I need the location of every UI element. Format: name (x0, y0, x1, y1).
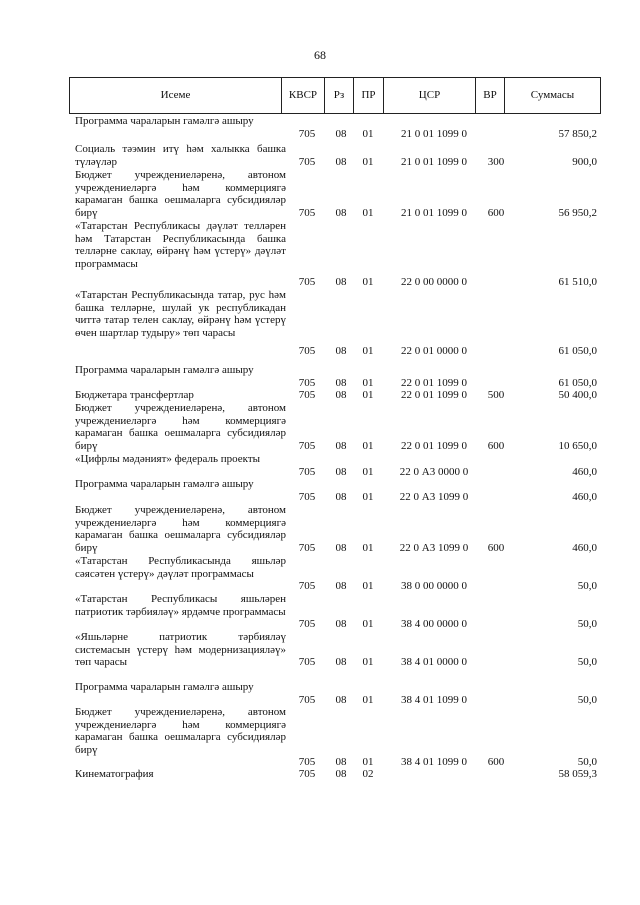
row-sum: 61 050,0 (558, 344, 597, 357)
row-rz: 08 (335, 388, 347, 401)
row-vr: 600 (487, 755, 505, 768)
row-csr: 22 0 01 1099 0 (401, 439, 467, 452)
row-rz: 08 (335, 376, 347, 389)
row-csr: 22 0 А3 1099 0 (399, 490, 469, 503)
row-csr: 21 0 01 1099 0 (401, 155, 467, 168)
row-name: Программа чараларын гамәлгә ашыру (75, 364, 254, 376)
row-kvsr: 705 (298, 344, 316, 357)
table-row (0, 389, 640, 401)
row-pr: 01 (362, 579, 374, 592)
row-vr: 600 (487, 541, 505, 554)
table-row (0, 220, 640, 288)
row-sum: 61 050,0 (558, 376, 597, 389)
table-row (0, 631, 640, 668)
row-sum: 57 850,2 (558, 127, 597, 140)
row-rz: 08 (335, 693, 347, 706)
row-sum: 460,0 (572, 465, 597, 478)
row-pr: 01 (362, 541, 374, 554)
table-row (0, 504, 640, 554)
row-name: «Татарстан Республикасы яшьләрен патриотик тәрбияләү» ярдәмче программасы (75, 593, 286, 618)
row-pr: 01 (362, 755, 374, 768)
row-vr: 600 (487, 206, 505, 219)
row-rz: 08 (335, 439, 347, 452)
row-rz: 08 (335, 767, 347, 780)
row-pr: 01 (362, 465, 374, 478)
row-name: «Татарстан Республикасында татар, рус һәм башка телләрне, шулай ук республикадан читтә татар телен саклау, өйрәнү һәм үстерү өчен шартлар тудыру» төп чарасы (75, 289, 286, 339)
row-name: Бюджет учреждениеләренә, автоном учреждениеләргә һәм коммерциягә карамаган башка оешмаларга субсидияләр бирү (75, 706, 286, 756)
row-kvsr: 705 (298, 693, 316, 706)
row-rz: 08 (335, 490, 347, 503)
row-pr: 01 (362, 617, 374, 630)
row-name: Бюджет учреждениеләренә, автоном учреждениеләргә һәм коммерциягә карамаган башка оешмаларга субсидияләр бирү (75, 402, 286, 452)
table-row (0, 143, 640, 168)
row-vr: 600 (487, 439, 505, 452)
row-csr: 38 4 01 1099 0 (401, 755, 467, 768)
row-pr: 01 (362, 127, 374, 140)
row-kvsr: 705 (298, 617, 316, 630)
table-row (0, 768, 640, 780)
row-csr: 22 0 А3 0000 0 (399, 465, 469, 478)
row-name: Кинематография (75, 768, 154, 780)
row-csr: 21 0 01 1099 0 (401, 127, 467, 140)
row-csr: 22 0 01 0000 0 (401, 344, 467, 357)
row-name: «Татарстан Республикасы дәүләт телләрен һәм Татарстан Республикасында башка телләрне саклау, өйрәнү һәм үстерү» дәүләт программасы (75, 220, 286, 270)
row-vr: 300 (487, 155, 505, 168)
row-rz: 08 (335, 275, 347, 288)
row-kvsr: 705 (298, 490, 316, 503)
row-csr: 38 4 00 0000 0 (401, 617, 467, 630)
table-row (0, 555, 640, 592)
table-row (0, 593, 640, 630)
row-pr: 01 (362, 155, 374, 168)
row-sum: 50 400,0 (558, 388, 597, 401)
row-name: «Татарстан Республикасында яшьләр сәясәтен үстерү» дәүләт программасы (75, 555, 286, 580)
row-csr: 22 0 А3 1099 0 (399, 541, 469, 554)
header-sum: Суммасы (530, 89, 575, 101)
row-sum: 61 510,0 (558, 275, 597, 288)
row-rz: 08 (335, 127, 347, 140)
header-csr: ЦСР (384, 78, 476, 113)
table-row (0, 453, 640, 478)
row-sum: 10 650,0 (558, 439, 597, 452)
row-kvsr: 705 (298, 541, 316, 554)
row-rz: 08 (335, 541, 347, 554)
row-name: Программа чараларын гамәлгә ашыру (75, 681, 254, 693)
row-name: Бюджет учреждениеләренә, автоном учреждениеләргә һәм коммерциягә карамаган башка оешмаларга субсидияләр бирү (75, 504, 286, 554)
row-kvsr: 705 (298, 579, 316, 592)
row-kvsr: 705 (298, 755, 316, 768)
row-vr: 500 (487, 388, 505, 401)
row-pr: 01 (362, 655, 374, 668)
table-row (0, 706, 640, 768)
row-name: «Яшьләрне патриотик тәрбияләү системасын үстерү һәм модернизацияләү» төп чарасы (75, 631, 286, 668)
table-row (0, 169, 640, 219)
row-sum: 900,0 (572, 155, 597, 168)
page-number: 68 (314, 48, 326, 62)
header-kvsr: КВСР (282, 78, 325, 113)
row-pr: 01 (362, 376, 374, 389)
row-csr: 22 0 00 0000 0 (401, 275, 467, 288)
table-row (0, 289, 640, 357)
row-name: Бюджет учреждениеләренә, автоном учреждениеләргә һәм коммерциягә карамаган башка оешмаларга субсидияләр бирү (75, 169, 286, 219)
row-sum: 460,0 (572, 490, 597, 503)
row-kvsr: 705 (298, 439, 316, 452)
row-kvsr: 705 (298, 275, 316, 288)
row-csr: 22 0 01 1099 0 (401, 376, 467, 389)
row-rz: 08 (335, 465, 347, 478)
row-rz: 08 (335, 155, 347, 168)
row-kvsr: 705 (298, 155, 316, 168)
row-name: Социаль тәэмин итү һәм халыкка башка түләүләр (75, 143, 286, 168)
row-kvsr: 705 (298, 376, 316, 389)
row-pr: 02 (362, 767, 374, 780)
row-rz: 08 (335, 755, 347, 768)
row-kvsr: 705 (298, 127, 316, 140)
row-name: Бюджетара трансфертлар (75, 389, 194, 401)
table-header (69, 77, 601, 114)
row-pr: 01 (362, 439, 374, 452)
row-kvsr: 705 (298, 767, 316, 780)
row-sum: 50,0 (577, 755, 597, 768)
row-pr: 01 (362, 693, 374, 706)
row-csr: 38 0 00 0000 0 (401, 579, 467, 592)
row-sum: 56 950,2 (558, 206, 597, 219)
row-csr: 21 0 01 1099 0 (401, 206, 467, 219)
row-rz: 08 (335, 344, 347, 357)
row-sum: 50,0 (577, 617, 597, 630)
row-sum: 58 059,3 (558, 767, 597, 780)
header-rz: Рз (325, 78, 354, 113)
table-row (0, 364, 640, 389)
row-rz: 08 (335, 579, 347, 592)
row-sum: 460,0 (572, 541, 597, 554)
row-kvsr: 705 (298, 388, 316, 401)
header-vr: ВР (476, 78, 505, 113)
table-row (0, 115, 640, 140)
row-csr: 38 4 01 1099 0 (401, 693, 467, 706)
table-row (0, 402, 640, 452)
row-csr: 22 0 01 1099 0 (401, 388, 467, 401)
row-pr: 01 (362, 490, 374, 503)
header-name: Исеме (70, 78, 282, 113)
row-rz: 08 (335, 617, 347, 630)
row-sum: 50,0 (577, 579, 597, 592)
row-kvsr: 705 (298, 655, 316, 668)
row-pr: 01 (362, 388, 374, 401)
row-pr: 01 (362, 275, 374, 288)
row-rz: 08 (335, 206, 347, 219)
table-row (0, 478, 640, 503)
row-pr: 01 (362, 206, 374, 219)
row-kvsr: 705 (298, 206, 316, 219)
row-csr: 38 4 01 0000 0 (401, 655, 467, 668)
row-kvsr: 705 (298, 465, 316, 478)
row-sum: 50,0 (577, 693, 597, 706)
row-pr: 01 (362, 344, 374, 357)
header-pr: ПР (354, 78, 384, 113)
row-sum: 50,0 (577, 655, 597, 668)
row-rz: 08 (335, 655, 347, 668)
row-name: «Цифрлы мәдәният» федераль проекты (75, 453, 261, 465)
row-name: Программа чараларын гамәлгә ашыру (75, 115, 254, 127)
row-name: Программа чараларын гамәлгә ашыру (75, 478, 254, 490)
table-row (0, 681, 640, 706)
